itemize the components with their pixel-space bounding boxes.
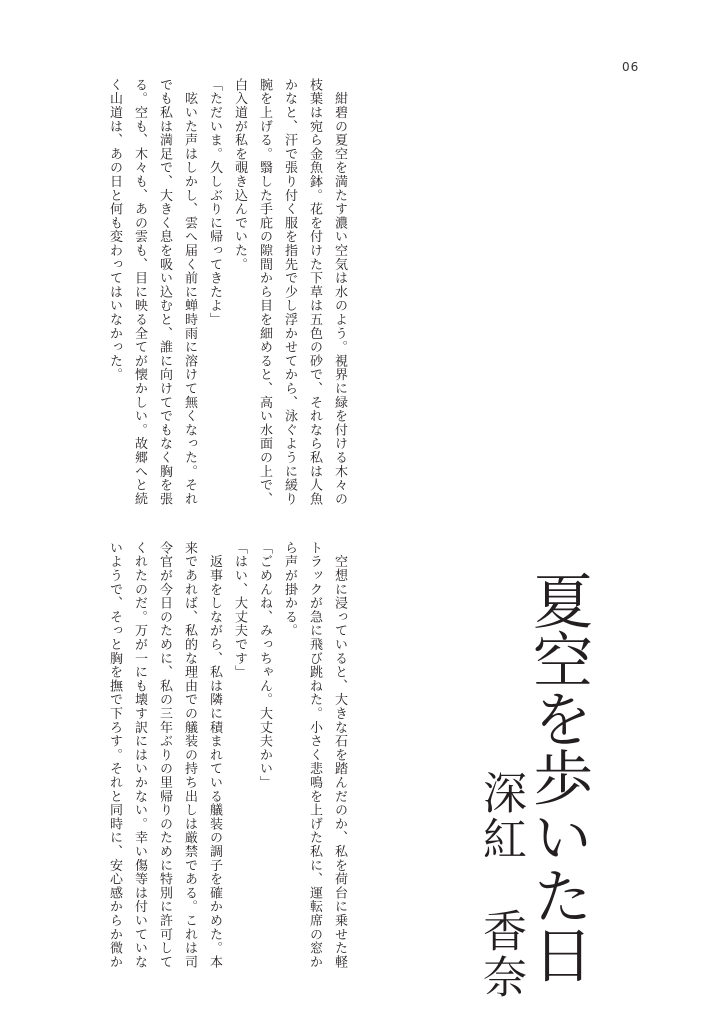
upper-column-7: 呟いた声はしかし、雲へ届く前に蝉時雨に溶けて無くなった。それ — [182, 78, 197, 506]
lower-column-7: 来であれば、私的な理由での艤装の持ち出しは厳禁である。これは司 — [182, 541, 197, 969]
lower-column-10: いようで、そっと胸を撫で下ろす。それと同時に、安心感からか微か — [107, 541, 122, 969]
lower-column-4: 「ごめんね、みっちゃん。大丈夫かい」 — [257, 541, 272, 790]
page-number: 06 — [622, 60, 640, 74]
lower-column-1: 空想に浸っていると、大きな石を踏んだのか、私を荷台に乗せた軽 — [332, 541, 347, 969]
upper-column-1: 紺碧の夏空を満たす濃い空気は水のよう。視界に緑を付ける木々の — [332, 78, 347, 506]
lower-column-3: ら声が掛かる。 — [282, 541, 297, 638]
story-title: 夏空を歩いた日 — [523, 570, 593, 983]
upper-column-5: 白入道が私を覗き込んでいた。 — [232, 78, 247, 272]
lower-column-5: 「はい、大丈夫です」 — [232, 541, 247, 679]
lower-column-8: 令官が今日のために、私の三年ぶりの里帰りのために特別に許可して — [157, 541, 172, 969]
lower-column-6: 返事をしながら、私は隣に積まれている艤装の調子を確かめた。本 — [207, 541, 222, 969]
author-name: 深紅 香奈 — [475, 770, 526, 1000]
upper-column-3: かなと、汗で張り付く服を指先で少し浮かせてから、泳ぐように緩り — [282, 78, 297, 506]
upper-column-2: 枝葉は宛ら金魚鉢。花を付けた下草は五色の砂で、それなら私は人魚 — [307, 78, 322, 506]
upper-column-4: 腕を上げる。翳した手庇の隙間から目を細めると、高い水面の上で、 — [257, 78, 272, 506]
upper-column-6: 「ただいま。久しぶりに帰ってきたよ」 — [207, 78, 222, 327]
upper-column-10: く山道は、あの日と何も変わってはいなかった。 — [107, 78, 122, 382]
upper-column-9: る。空も、木々も、あの雲も、目に映る全てが懐かしい。故郷へと続 — [132, 78, 147, 506]
lower-column-9: くれたのだ。万が一にも壊す訳にはいかない。幸い傷等は付いていな — [132, 541, 147, 969]
upper-column-8: でも私は満足で、大きく息を吸い込むと、誰に向けてでもなく胸を張 — [157, 78, 172, 506]
lower-column-2: トラックが急に飛び跳ねた。小さく悲鳴を上げた私に、運転席の窓か — [307, 541, 322, 969]
